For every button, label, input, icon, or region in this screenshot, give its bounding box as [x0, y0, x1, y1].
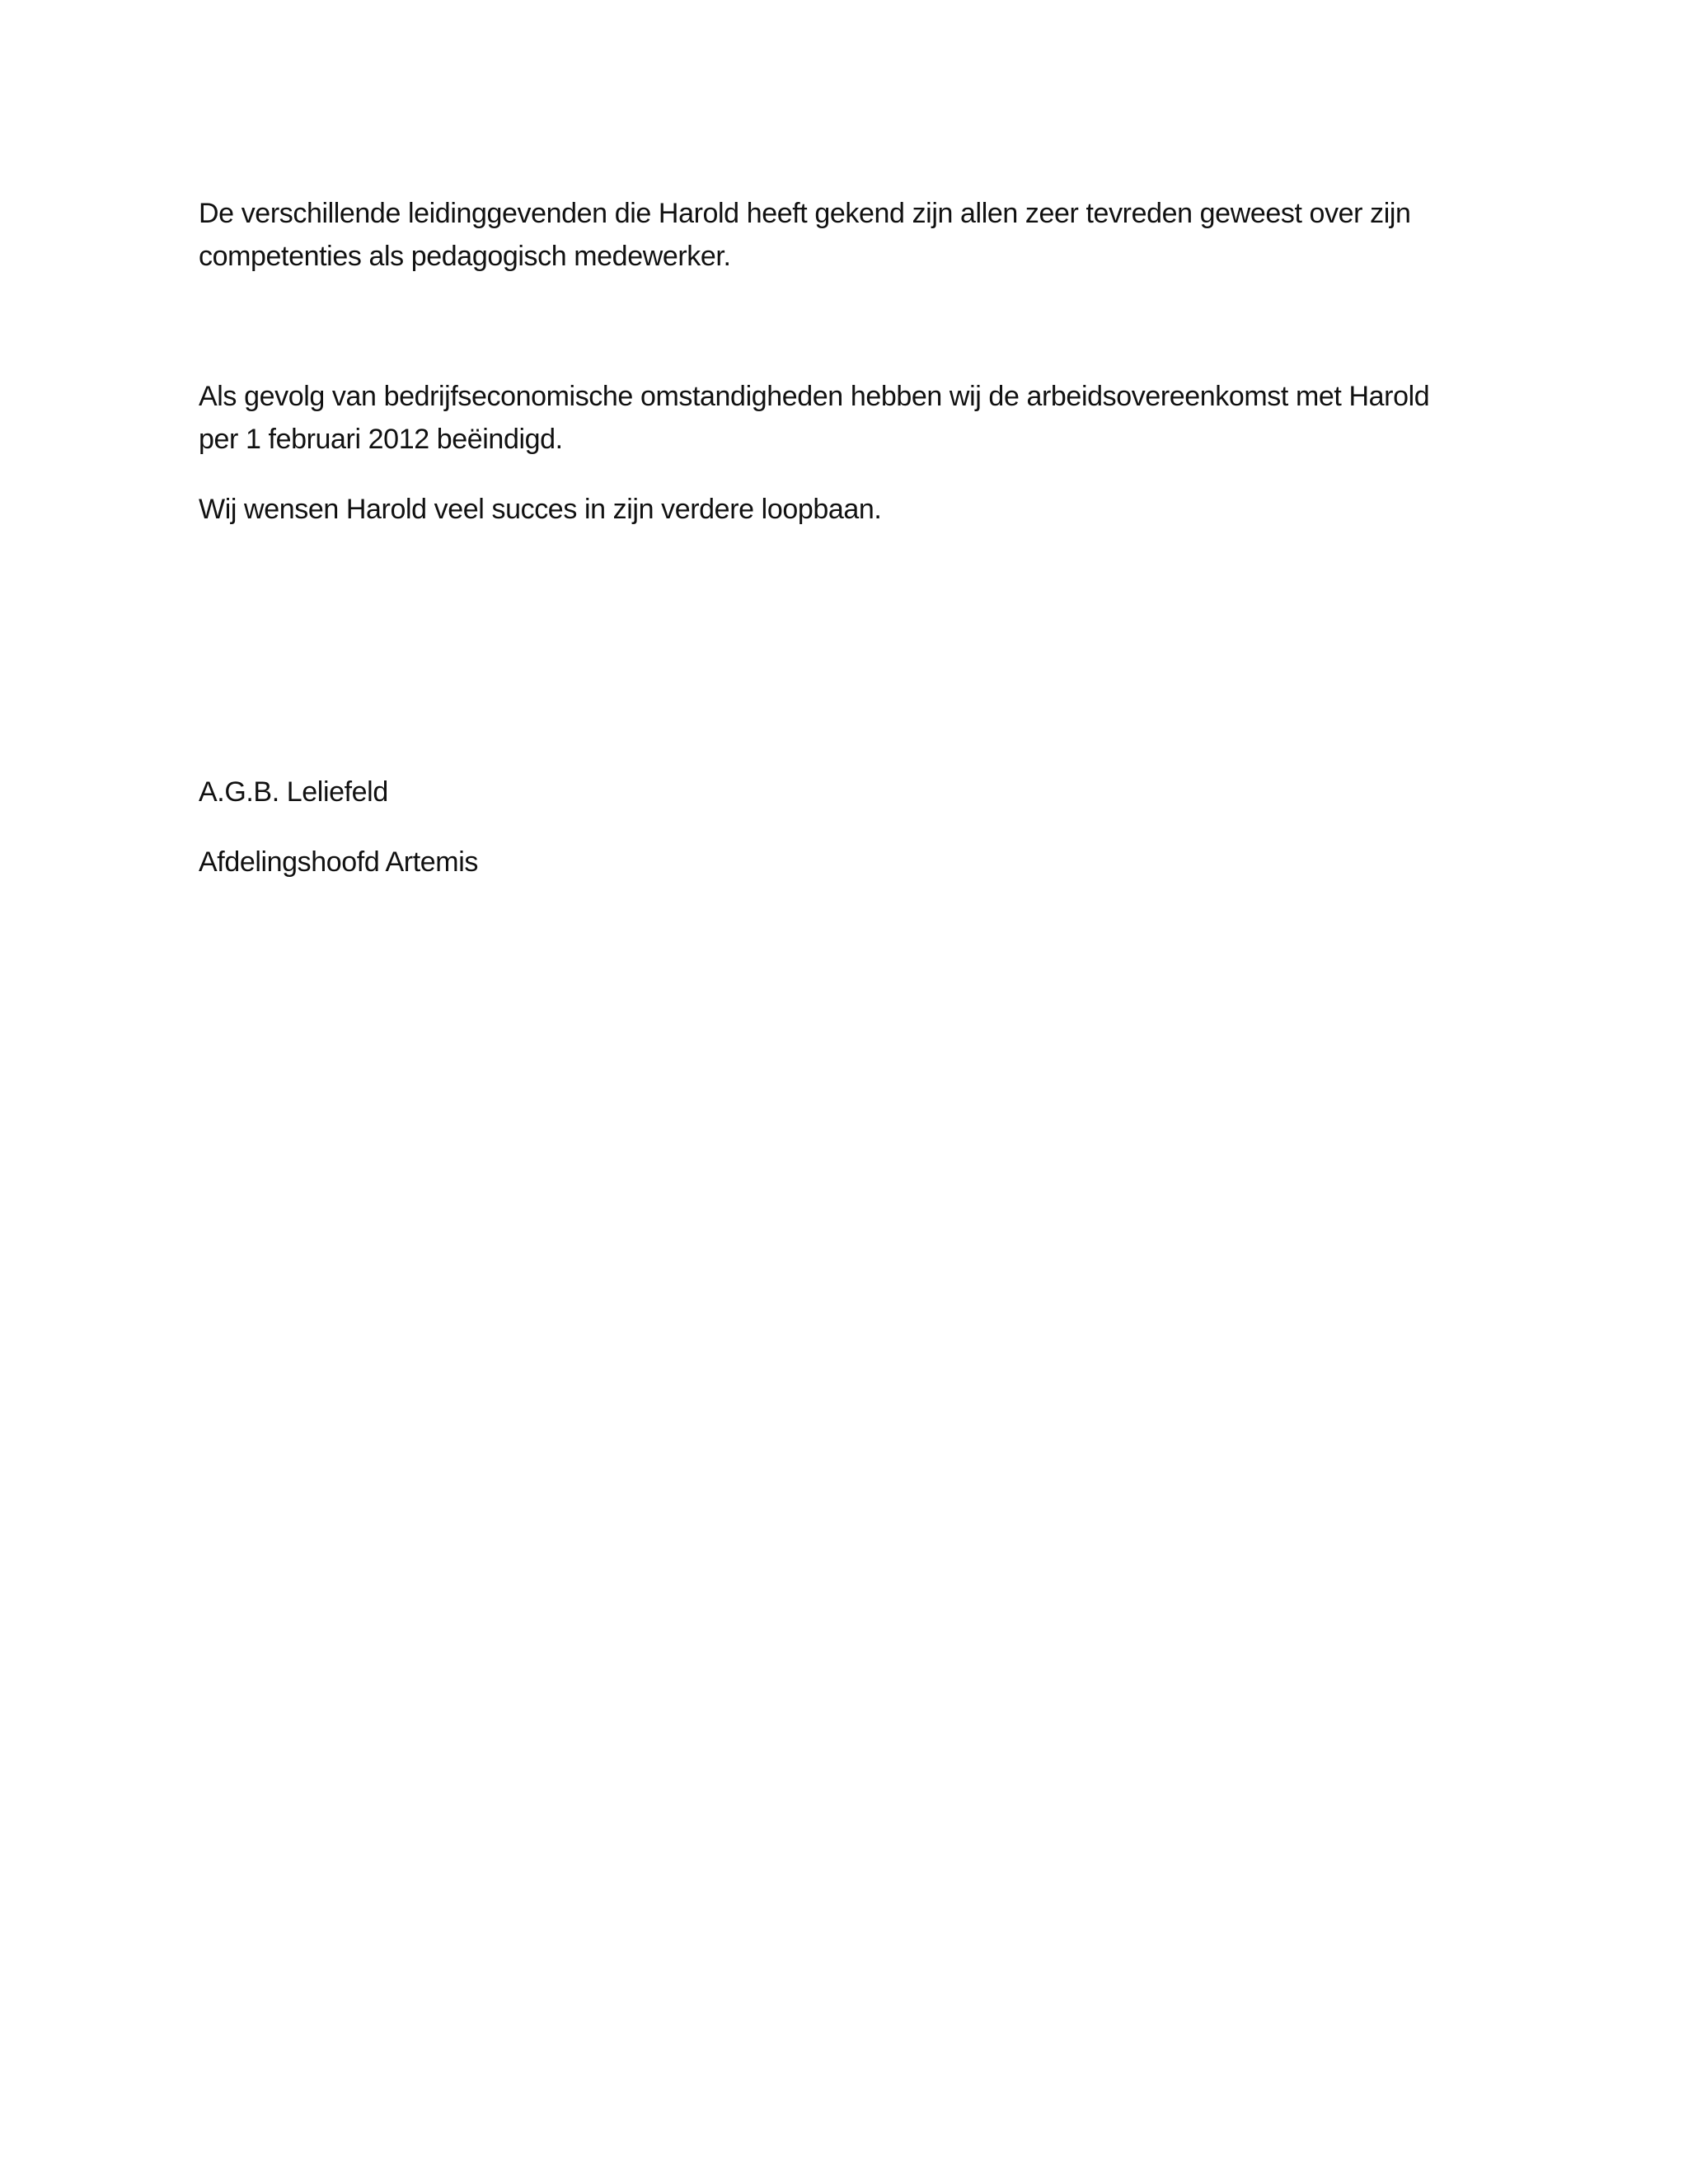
- paragraph-line: Als gevolg van bedrijfseconomische omstandigheden hebben wij de arbeidsovereenkomst met Harold: [199, 381, 1430, 412]
- signature-title: Afdelingshoofd Artemis: [199, 846, 478, 878]
- paragraph-line: per 1 februari 2012 beëindigd.: [199, 424, 563, 455]
- paragraph-termination: [199, 375, 1484, 461]
- paragraph-competences: [199, 192, 1484, 278]
- paragraph-line: competenties als pedagogisch medewerker.: [199, 241, 731, 272]
- signature-name: A.G.B. Leliefeld: [199, 776, 388, 808]
- paragraph-wishes: [199, 488, 1484, 531]
- paragraph-line: De verschillende leidinggevenden die Harold heeft gekend zijn allen zeer tevreden geweest over zijn: [199, 198, 1411, 229]
- paragraph-line: Wij wensen Harold veel succes in zijn verdere loopbaan.: [199, 494, 882, 525]
